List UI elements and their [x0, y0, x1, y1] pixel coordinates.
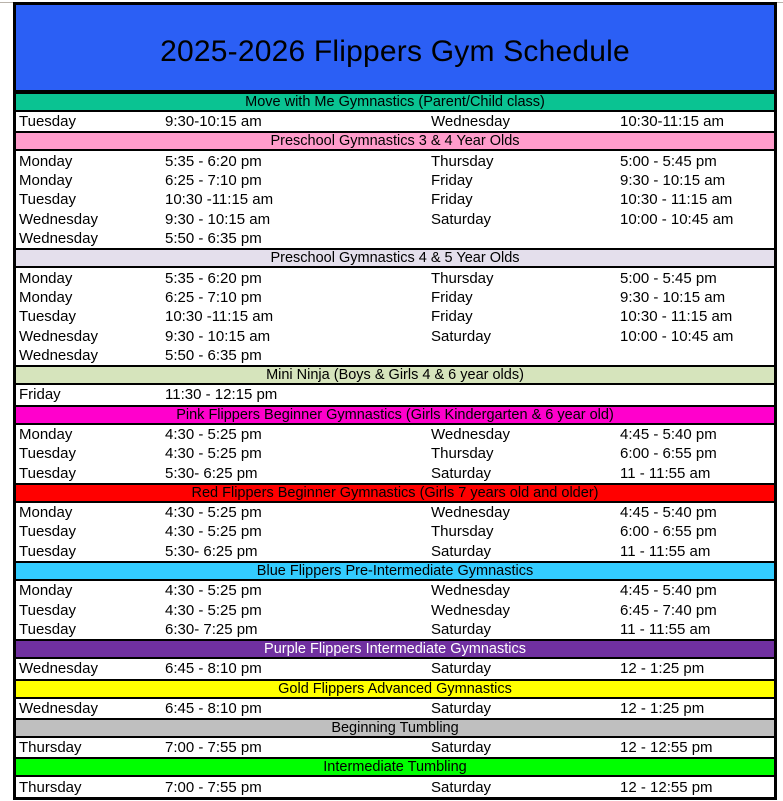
schedule-row: [16, 327, 774, 346]
day-cell: Tuesday: [19, 523, 76, 541]
day-cell: Saturday: [431, 542, 492, 560]
section-header-1: Preschool Gymnastics 3 & 4 Year Olds: [16, 131, 774, 151]
time-cell: 4:45 - 5:40 pm: [620, 582, 717, 600]
day-cell: Monday: [19, 504, 73, 522]
time-cell: 9:30 - 10:15 am: [165, 327, 271, 345]
time-cell: 11 - 11:55 am: [620, 621, 711, 638]
time-cell: 12 - 1:25 pm: [620, 699, 705, 717]
day-cell: Friday: [431, 191, 473, 209]
day-cell: Friday: [431, 308, 473, 326]
day-cell: Monday: [19, 152, 73, 170]
day-cell: Wednesday: [19, 660, 98, 678]
time-cell: 9:30 - 10:15 am: [620, 288, 726, 306]
schedule-row: [16, 620, 774, 639]
schedule-row: [16, 699, 774, 718]
time-cell: 10:00 - 10:45 am: [620, 210, 734, 228]
day-cell: Thursday: [431, 445, 494, 463]
day-cell: Tuesday: [19, 621, 76, 638]
time-cell: 10:30-11:15 am: [620, 113, 724, 131]
time-cell: 4:30 - 5:25 pm: [165, 445, 262, 463]
time-cell: 6:45 - 8:10 pm: [165, 660, 262, 678]
day-cell: Monday: [19, 269, 73, 287]
schedule-row: [16, 229, 774, 248]
day-cell: Saturday: [431, 621, 492, 638]
schedule-row: [16, 112, 774, 131]
day-cell: Tuesday: [19, 113, 76, 131]
day-cell: Wednesday: [431, 582, 510, 600]
schedule-row: [16, 777, 774, 796]
time-cell: 5:35 - 6:20 pm: [165, 152, 262, 170]
day-cell: Thursday: [431, 152, 494, 170]
page-title: 2025-2026 Flippers Gym Schedule: [16, 5, 774, 92]
time-cell: 5:30- 6:25 pm: [165, 464, 258, 482]
time-cell: 7:00 - 7:55 pm: [165, 778, 262, 796]
day-cell: Wednesday: [19, 230, 98, 248]
time-cell: 5:50 - 6:35 pm: [165, 230, 262, 248]
schedule-row: [16, 288, 774, 307]
time-cell: 4:30 - 5:25 pm: [165, 523, 262, 541]
section-header-6: Blue Flippers Pre-Intermediate Gymnastics: [16, 561, 774, 581]
time-cell: 12 - 12:55 pm: [620, 778, 713, 796]
day-cell: Wednesday: [19, 210, 98, 228]
time-cell: 10:30 - 11:15 am: [620, 308, 733, 326]
schedule-row: [16, 542, 774, 561]
day-cell: Monday: [19, 582, 73, 600]
time-cell: 6:25 - 7:10 pm: [165, 171, 262, 189]
schedule-row: [16, 385, 774, 404]
section-header-0: Move with Me Gymnastics (Parent/Child class): [16, 92, 774, 112]
day-cell: Tuesday: [19, 542, 76, 560]
schedule-sections: [16, 92, 774, 797]
schedule-row: [16, 659, 774, 678]
schedule-row: [16, 522, 774, 541]
schedule-row: [16, 600, 774, 619]
schedule-row: [16, 171, 774, 190]
day-cell: Wednesday: [431, 601, 510, 619]
schedule-table: [13, 2, 777, 800]
time-cell: 10:30 - 11:15 am: [620, 191, 733, 209]
time-cell: 11 - 11:55 am: [620, 542, 711, 560]
time-cell: 10:30 -11:15 am: [165, 191, 274, 209]
day-cell: Saturday: [431, 327, 492, 345]
day-cell: Wednesday: [19, 347, 98, 365]
time-cell: 11 - 11:55 am: [620, 464, 711, 482]
schedule-row: [16, 581, 774, 600]
day-cell: Saturday: [431, 778, 492, 796]
day-cell: Friday: [19, 386, 61, 404]
schedule-row: [16, 463, 774, 482]
day-cell: Thursday: [19, 778, 82, 796]
day-cell: Thursday: [431, 269, 494, 287]
day-cell: Wednesday: [431, 504, 510, 522]
time-cell: 5:50 - 6:35 pm: [165, 347, 262, 365]
day-cell: Saturday: [431, 464, 492, 482]
section-header-5: Red Flippers Beginner Gymnastics (Girls 7 years old and older): [16, 483, 774, 503]
day-cell: Tuesday: [19, 445, 76, 463]
time-cell: 5:00 - 5:45 pm: [620, 269, 717, 287]
time-cell: 6:30- 7:25 pm: [165, 621, 258, 638]
schedule-row: [16, 425, 774, 444]
time-cell: 6:25 - 7:10 pm: [165, 288, 262, 306]
time-cell: 9:30-10:15 am: [165, 113, 262, 131]
day-cell: Thursday: [431, 523, 494, 541]
time-cell: 4:30 - 5:25 pm: [165, 425, 262, 443]
time-cell: 11:30 - 12:15 pm: [165, 386, 278, 404]
schedule-row: [16, 210, 774, 229]
day-cell: Friday: [431, 171, 473, 189]
day-cell: Friday: [431, 288, 473, 306]
day-cell: Wednesday: [431, 425, 510, 443]
section-header-8: Gold Flippers Advanced Gymnastics: [16, 679, 774, 699]
schedule-row: [16, 444, 774, 463]
day-cell: Wednesday: [19, 327, 98, 345]
time-cell: 9:30 - 10:15 am: [620, 171, 726, 189]
day-cell: Wednesday: [431, 113, 510, 131]
time-cell: 12 - 12:55 pm: [620, 739, 713, 757]
schedule-row: [16, 346, 774, 365]
time-cell: 12 - 1:25 pm: [620, 660, 705, 678]
schedule-row: [16, 151, 774, 170]
day-cell: Tuesday: [19, 191, 76, 209]
day-cell: Tuesday: [19, 308, 76, 326]
day-cell: Thursday: [19, 739, 82, 757]
day-cell: Wednesday: [19, 699, 98, 717]
day-cell: Saturday: [431, 210, 492, 228]
time-cell: 4:45 - 5:40 pm: [620, 504, 717, 522]
schedule-row: [16, 503, 774, 522]
section-header-4: Pink Flippers Beginner Gymnastics (Girls Kindergarten & 6 year old): [16, 405, 774, 425]
time-cell: 5:00 - 5:45 pm: [620, 152, 717, 170]
section-header-9: Beginning Tumbling: [16, 718, 774, 738]
day-cell: Saturday: [431, 699, 492, 717]
time-cell: 6:45 - 8:10 pm: [165, 699, 262, 717]
day-cell: Tuesday: [19, 464, 76, 482]
time-cell: 7:00 - 7:55 pm: [165, 739, 262, 757]
schedule-row: [16, 268, 774, 287]
time-cell: 4:45 - 5:40 pm: [620, 425, 717, 443]
schedule-row: [16, 190, 774, 209]
time-cell: 6:00 - 6:55 pm: [620, 445, 717, 463]
time-cell: 4:30 - 5:25 pm: [165, 582, 262, 600]
schedule-row: [16, 738, 774, 757]
time-cell: 6:00 - 6:55 pm: [620, 523, 717, 541]
schedule-row: [16, 307, 774, 326]
day-cell: Saturday: [431, 739, 492, 757]
time-cell: 6:45 - 7:40 pm: [620, 601, 717, 619]
section-header-7: Purple Flippers Intermediate Gymnastics: [16, 639, 774, 659]
day-cell: Monday: [19, 288, 73, 306]
time-cell: 5:30- 6:25 pm: [165, 542, 258, 560]
time-cell: 10:00 - 10:45 am: [620, 327, 734, 345]
day-cell: Tuesday: [19, 601, 76, 619]
day-cell: Saturday: [431, 660, 492, 678]
day-cell: Monday: [19, 425, 73, 443]
time-cell: 4:30 - 5:25 pm: [165, 504, 262, 522]
day-cell: Monday: [19, 171, 73, 189]
section-header-10: Intermediate Tumbling: [16, 757, 774, 777]
time-cell: 9:30 - 10:15 am: [165, 210, 271, 228]
section-header-2: Preschool Gymnastics 4 & 5 Year Olds: [16, 248, 774, 268]
time-cell: 10:30 -11:15 am: [165, 308, 274, 326]
time-cell: 4:30 - 5:25 pm: [165, 601, 262, 619]
section-header-3: Mini Ninja (Boys & Girls 4 & 6 year olds): [16, 365, 774, 385]
time-cell: 5:35 - 6:20 pm: [165, 269, 262, 287]
